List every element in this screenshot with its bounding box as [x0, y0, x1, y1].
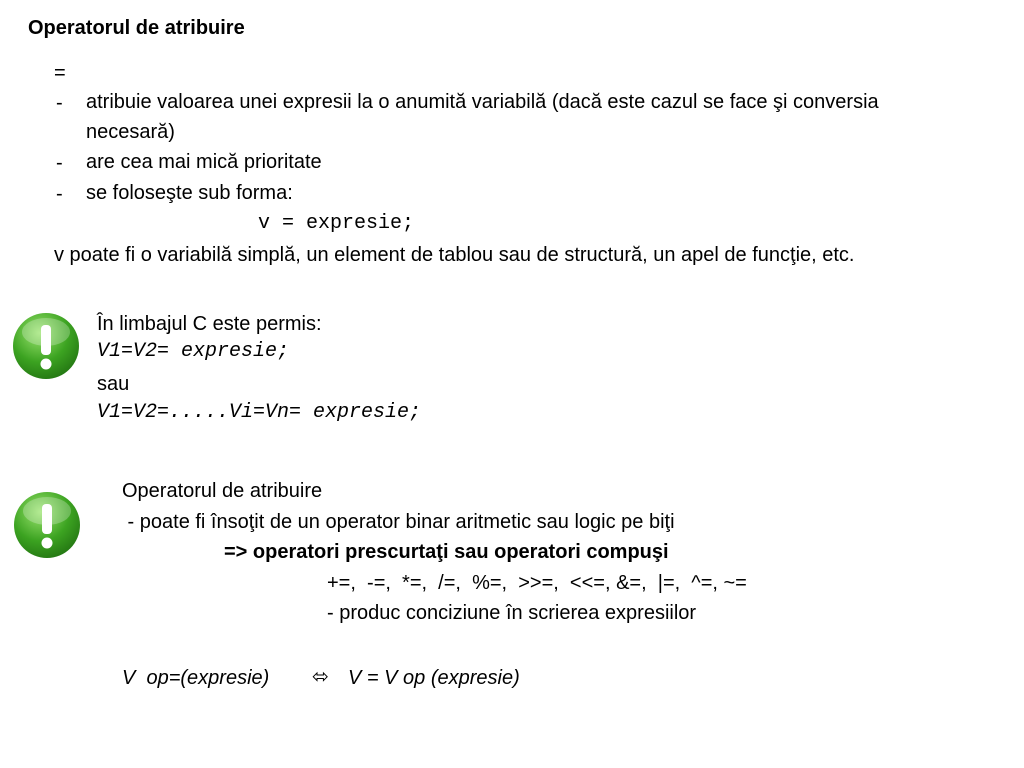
block2-title: Operatorul de atribuire [122, 480, 323, 502]
equivalence-right: V = V op (expresie) [348, 667, 520, 689]
equivalence-left: V op=(expresie) [122, 667, 270, 689]
slide-title: Operatorul de atribuire [28, 17, 245, 39]
block1-intro: În limbajul C este permis: [97, 313, 322, 335]
bullet-text: atribuie valoarea unei expresii la o anumită variabilă (dacă este cazul se face şi conversia [86, 91, 879, 113]
block1-connector: sau [97, 373, 130, 395]
operator-symbol: = [54, 62, 66, 84]
exclamation-icon [12, 312, 80, 380]
block1-code2: V1=V2=.....Vi=Vn= expresie; [97, 401, 422, 424]
bullet-text: are cea mai mică prioritate [86, 151, 322, 173]
bullet-text-continued: necesară) [86, 121, 175, 143]
block2-line1: - poate fi însoţit de un operator binar aritmetic sau logic pe biţi [122, 511, 675, 533]
block2-operators: +=, -=, *=, /=, %=, >>=, <<=, &=, |=, ^=, ~= [327, 572, 747, 594]
syntax-code: v = expresie; [258, 212, 415, 235]
bullet-dash: - [56, 92, 63, 114]
exclamation-icon [13, 491, 81, 559]
block1-code1: V1=V2= expresie; [97, 340, 290, 363]
bullet-dash: - [56, 183, 63, 205]
equivalence-icon: ⬄ [312, 666, 329, 688]
block2-benefit: - produc conciziune în scrierea expresiilor [327, 602, 697, 624]
block2-emphasis: => operatori prescurtaţi sau operatori compuşi [224, 541, 669, 563]
note-text: v poate fi o variabilă simplă, un element de tablou sau de structură, un apel de funcţie, etc. [54, 244, 855, 266]
bullet-dash: - [56, 152, 63, 174]
bullet-text: se foloseşte sub forma: [86, 182, 293, 204]
